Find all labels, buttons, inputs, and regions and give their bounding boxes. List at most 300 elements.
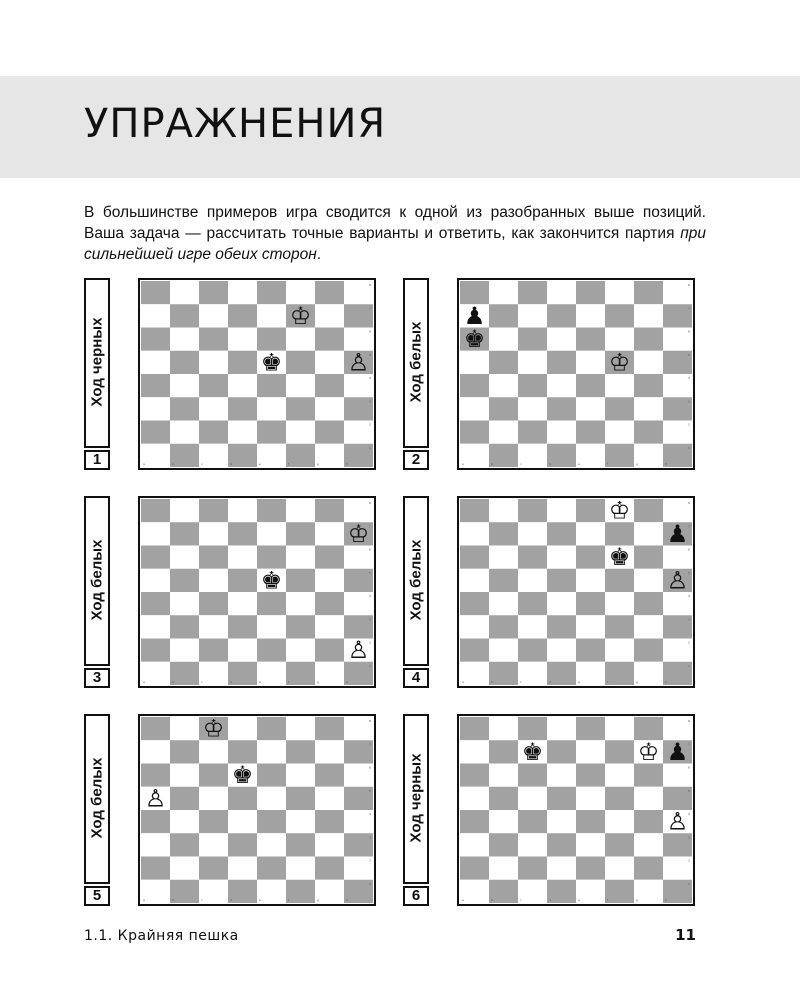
board-square bbox=[634, 810, 663, 833]
rank-coordinate: 1 bbox=[369, 663, 371, 668]
file-coordinate: e bbox=[578, 898, 580, 902]
board-square bbox=[576, 569, 605, 592]
file-coordinate: e bbox=[578, 680, 580, 684]
board-square bbox=[199, 522, 228, 545]
board-square bbox=[547, 499, 576, 522]
board-square bbox=[576, 328, 605, 351]
board-square bbox=[315, 810, 344, 833]
side-to-move-label bbox=[84, 714, 110, 884]
rank-coordinate: 8 bbox=[688, 283, 690, 287]
board-square bbox=[460, 499, 489, 522]
rank-coordinate: 7 bbox=[369, 742, 371, 747]
board-square bbox=[170, 397, 199, 420]
board-square bbox=[576, 444, 605, 467]
board-square bbox=[547, 764, 576, 787]
board-square bbox=[518, 546, 547, 569]
board-square bbox=[141, 592, 170, 615]
rank-coordinate: 3 bbox=[369, 617, 371, 622]
file-coordinate: b bbox=[491, 898, 493, 902]
board-square bbox=[605, 569, 634, 592]
file-coordinate: h bbox=[346, 462, 348, 466]
board-square bbox=[141, 421, 170, 444]
board-square bbox=[199, 639, 228, 662]
board-square bbox=[547, 592, 576, 615]
board-square bbox=[460, 810, 489, 833]
board-square bbox=[228, 421, 257, 444]
board-square bbox=[460, 833, 489, 856]
rank-coordinate: 3 bbox=[369, 399, 371, 404]
board-square bbox=[518, 522, 547, 545]
rank-coordinate: 3 bbox=[688, 399, 690, 404]
board-square bbox=[489, 857, 518, 880]
file-coordinate: b bbox=[172, 680, 174, 684]
board-square bbox=[518, 304, 547, 327]
board-square bbox=[605, 880, 634, 903]
board-square bbox=[576, 281, 605, 304]
white-pawn-icon: ♙ bbox=[666, 566, 689, 595]
board-square bbox=[634, 880, 663, 903]
board-square bbox=[228, 717, 257, 740]
board-square bbox=[170, 615, 199, 638]
board-square bbox=[315, 281, 344, 304]
board-square bbox=[605, 833, 634, 856]
board-square bbox=[286, 880, 315, 903]
board-square bbox=[141, 740, 170, 763]
rank-coordinate: 4 bbox=[688, 376, 690, 380]
board-square bbox=[460, 281, 489, 304]
board-square bbox=[518, 833, 547, 856]
rank-coordinate: 5 bbox=[369, 352, 371, 357]
board-square bbox=[576, 717, 605, 740]
board-square bbox=[170, 740, 199, 763]
board-square bbox=[576, 522, 605, 545]
board-square bbox=[576, 857, 605, 880]
board-square bbox=[315, 444, 344, 467]
file-coordinate: c bbox=[520, 462, 522, 466]
rank-coordinate: 7 bbox=[369, 306, 371, 311]
rank-coordinate: 4 bbox=[369, 376, 371, 380]
board-square bbox=[286, 421, 315, 444]
file-coordinate: d bbox=[549, 462, 551, 466]
board-square bbox=[634, 351, 663, 374]
intro-tail: . bbox=[316, 246, 322, 263]
board-square bbox=[257, 374, 286, 397]
board-square bbox=[228, 615, 257, 638]
board-square bbox=[141, 662, 170, 685]
board-square bbox=[286, 281, 315, 304]
board-square bbox=[634, 281, 663, 304]
board-square bbox=[257, 397, 286, 420]
board-square bbox=[547, 857, 576, 880]
board-square bbox=[489, 304, 518, 327]
board-square bbox=[257, 662, 286, 685]
board-square bbox=[257, 857, 286, 880]
board-square bbox=[605, 522, 634, 545]
board-square bbox=[518, 764, 547, 787]
board-square bbox=[489, 787, 518, 810]
board-square bbox=[489, 444, 518, 467]
file-coordinate: c bbox=[520, 680, 522, 684]
file-coordinate: f bbox=[607, 898, 609, 902]
rank-coordinate: 5 bbox=[688, 788, 690, 793]
board-square bbox=[576, 304, 605, 327]
rank-coordinate: 4 bbox=[688, 812, 690, 816]
board-square bbox=[199, 546, 228, 569]
board-square bbox=[489, 397, 518, 420]
rank-coordinate: 2 bbox=[369, 858, 371, 863]
file-coordinate: c bbox=[201, 680, 203, 684]
board-square bbox=[257, 522, 286, 545]
exercise-number: 4 bbox=[403, 668, 429, 688]
board-square bbox=[460, 787, 489, 810]
board-square bbox=[576, 351, 605, 374]
board-square bbox=[489, 499, 518, 522]
file-coordinate: c bbox=[520, 898, 522, 902]
board-square bbox=[228, 880, 257, 903]
black-pawn-icon: ♟ bbox=[666, 519, 689, 548]
black-king-icon: ♚ bbox=[260, 348, 283, 377]
board-square bbox=[518, 444, 547, 467]
rank-coordinate: 7 bbox=[688, 306, 690, 311]
board-square bbox=[634, 374, 663, 397]
board-square bbox=[257, 304, 286, 327]
rank-coordinate: 3 bbox=[688, 835, 690, 840]
board-square bbox=[257, 833, 286, 856]
file-coordinate: b bbox=[172, 898, 174, 902]
board-square bbox=[605, 374, 634, 397]
board-square bbox=[518, 328, 547, 351]
board-square bbox=[576, 615, 605, 638]
board-square bbox=[547, 421, 576, 444]
rank-coordinate: 7 bbox=[688, 742, 690, 747]
board-square bbox=[170, 880, 199, 903]
board-square bbox=[257, 740, 286, 763]
file-coordinate: g bbox=[317, 680, 319, 684]
board-square bbox=[460, 639, 489, 662]
board-square bbox=[489, 374, 518, 397]
board-square bbox=[228, 351, 257, 374]
board-square bbox=[170, 351, 199, 374]
board-square bbox=[257, 764, 286, 787]
chess-board bbox=[457, 278, 695, 470]
board-square bbox=[315, 328, 344, 351]
board-square bbox=[576, 499, 605, 522]
board-square bbox=[518, 615, 547, 638]
board-square bbox=[634, 522, 663, 545]
board-square bbox=[605, 304, 634, 327]
rank-coordinate: 6 bbox=[369, 765, 371, 770]
board-square bbox=[257, 880, 286, 903]
board-square bbox=[547, 880, 576, 903]
board-square bbox=[141, 764, 170, 787]
board-square bbox=[605, 615, 634, 638]
board-square bbox=[141, 833, 170, 856]
side-to-move-text: Ход белых bbox=[88, 539, 106, 621]
board-square bbox=[315, 787, 344, 810]
board-square bbox=[228, 397, 257, 420]
rank-coordinate: 1 bbox=[369, 881, 371, 886]
rank-coordinate: 6 bbox=[688, 547, 690, 552]
board-square bbox=[576, 374, 605, 397]
file-coordinate: g bbox=[317, 462, 319, 466]
board-square bbox=[315, 764, 344, 787]
board-square bbox=[315, 592, 344, 615]
board-square bbox=[605, 328, 634, 351]
board-square bbox=[257, 717, 286, 740]
file-coordinate: h bbox=[346, 680, 348, 684]
board-square bbox=[315, 857, 344, 880]
board-square bbox=[547, 397, 576, 420]
board-square bbox=[634, 787, 663, 810]
board-square bbox=[199, 304, 228, 327]
board-square bbox=[634, 764, 663, 787]
board-square bbox=[605, 857, 634, 880]
file-coordinate: b bbox=[491, 462, 493, 466]
board-square bbox=[286, 444, 315, 467]
chess-board bbox=[457, 714, 695, 906]
board-square bbox=[228, 833, 257, 856]
rank-coordinate: 5 bbox=[688, 570, 690, 575]
board-square bbox=[199, 880, 228, 903]
board-square bbox=[547, 304, 576, 327]
board-square bbox=[228, 787, 257, 810]
board-square bbox=[199, 615, 228, 638]
board-square bbox=[286, 351, 315, 374]
board-square bbox=[199, 569, 228, 592]
side-to-move-label bbox=[84, 278, 110, 448]
board-square bbox=[489, 615, 518, 638]
board-square bbox=[547, 444, 576, 467]
board-square bbox=[315, 717, 344, 740]
board-square bbox=[518, 810, 547, 833]
board-square bbox=[576, 546, 605, 569]
board-square bbox=[634, 662, 663, 685]
board-square bbox=[576, 810, 605, 833]
board-square bbox=[460, 857, 489, 880]
board-square bbox=[286, 592, 315, 615]
exercise-number: 3 bbox=[84, 668, 110, 688]
board-square bbox=[199, 764, 228, 787]
board-square bbox=[518, 662, 547, 685]
board-square bbox=[518, 499, 547, 522]
black-king-icon: ♚ bbox=[463, 325, 486, 354]
board-square bbox=[286, 662, 315, 685]
board-square bbox=[518, 592, 547, 615]
board-square bbox=[170, 787, 199, 810]
board-square bbox=[605, 281, 634, 304]
board-square bbox=[228, 522, 257, 545]
board-square bbox=[141, 374, 170, 397]
board-square bbox=[170, 833, 199, 856]
file-coordinate: g bbox=[317, 898, 319, 902]
rank-coordinate: 2 bbox=[688, 858, 690, 863]
board-square bbox=[489, 281, 518, 304]
white-pawn-icon: ♙ bbox=[347, 636, 370, 665]
board-square bbox=[576, 639, 605, 662]
board-square bbox=[199, 281, 228, 304]
board-square bbox=[489, 592, 518, 615]
board-square bbox=[141, 328, 170, 351]
board-square bbox=[315, 397, 344, 420]
board-square bbox=[315, 304, 344, 327]
board-square bbox=[141, 281, 170, 304]
file-coordinate: c bbox=[201, 462, 203, 466]
board-square bbox=[199, 740, 228, 763]
board-square bbox=[315, 522, 344, 545]
board-square bbox=[605, 397, 634, 420]
board-square bbox=[489, 717, 518, 740]
file-coordinate: f bbox=[607, 680, 609, 684]
board-square bbox=[141, 444, 170, 467]
board-square bbox=[576, 662, 605, 685]
board-square bbox=[460, 740, 489, 763]
board-square bbox=[141, 397, 170, 420]
side-to-move-label bbox=[403, 496, 429, 666]
board-square bbox=[634, 833, 663, 856]
board-square bbox=[547, 833, 576, 856]
board-square bbox=[286, 499, 315, 522]
board-square bbox=[489, 639, 518, 662]
board-square bbox=[257, 615, 286, 638]
board-square bbox=[576, 397, 605, 420]
board-square bbox=[315, 615, 344, 638]
board-square bbox=[634, 615, 663, 638]
page-number: 11 bbox=[675, 926, 696, 944]
board-square bbox=[489, 810, 518, 833]
board-square bbox=[170, 639, 199, 662]
rank-coordinate: 1 bbox=[369, 445, 371, 450]
board-square bbox=[286, 374, 315, 397]
board-square bbox=[634, 304, 663, 327]
board-square bbox=[141, 569, 170, 592]
exercise-number: 2 bbox=[403, 450, 429, 470]
board-square bbox=[634, 717, 663, 740]
board-square bbox=[286, 522, 315, 545]
board-square bbox=[518, 639, 547, 662]
board-square bbox=[141, 639, 170, 662]
board-square bbox=[518, 717, 547, 740]
board-square bbox=[547, 662, 576, 685]
board-square bbox=[170, 304, 199, 327]
board-square bbox=[489, 569, 518, 592]
board-square bbox=[170, 662, 199, 685]
rank-coordinate: 4 bbox=[369, 812, 371, 816]
board-square bbox=[199, 787, 228, 810]
file-coordinate: a bbox=[462, 680, 464, 684]
exercise-number: 5 bbox=[84, 886, 110, 906]
board-square bbox=[170, 764, 199, 787]
board-square bbox=[518, 421, 547, 444]
rank-coordinate: 3 bbox=[369, 835, 371, 840]
black-king-icon: ♚ bbox=[521, 737, 544, 766]
white-king-icon: ♔ bbox=[608, 348, 631, 377]
file-coordinate: b bbox=[172, 462, 174, 466]
rank-coordinate: 6 bbox=[688, 329, 690, 334]
board-square bbox=[315, 421, 344, 444]
exercise-number: 6 bbox=[403, 886, 429, 906]
board-square bbox=[460, 421, 489, 444]
chess-board bbox=[138, 496, 376, 688]
file-coordinate: f bbox=[607, 462, 609, 466]
board-square bbox=[141, 499, 170, 522]
board-square bbox=[605, 810, 634, 833]
file-coordinate: h bbox=[665, 898, 667, 902]
board-square bbox=[199, 374, 228, 397]
board-square bbox=[576, 880, 605, 903]
board-square bbox=[170, 421, 199, 444]
board-square bbox=[315, 546, 344, 569]
intro-text: В большинстве примеров игра сводится к одной из разобранных выше позиций. Ваша задача — рассчитать точные варианты и ответить, как закончится партия bbox=[84, 204, 706, 242]
rank-coordinate: 6 bbox=[369, 329, 371, 334]
chess-board bbox=[138, 714, 376, 906]
rank-coordinate: 8 bbox=[688, 719, 690, 723]
board-square bbox=[286, 639, 315, 662]
board-square bbox=[199, 857, 228, 880]
board-square bbox=[257, 639, 286, 662]
rank-coordinate: 8 bbox=[369, 501, 371, 505]
board-square bbox=[170, 592, 199, 615]
file-coordinate: f bbox=[288, 462, 290, 466]
rank-coordinate: 5 bbox=[688, 352, 690, 357]
board-square bbox=[315, 351, 344, 374]
file-coordinate: h bbox=[665, 680, 667, 684]
rank-coordinate: 1 bbox=[688, 881, 690, 886]
board-square bbox=[228, 304, 257, 327]
rank-coordinate: 8 bbox=[369, 283, 371, 287]
board-square bbox=[228, 857, 257, 880]
black-pawn-icon: ♟ bbox=[463, 301, 486, 330]
board-square bbox=[141, 717, 170, 740]
file-coordinate: e bbox=[578, 462, 580, 466]
black-king-icon: ♚ bbox=[260, 566, 283, 595]
board-square bbox=[257, 592, 286, 615]
file-coordinate: a bbox=[143, 680, 145, 684]
board-square bbox=[576, 764, 605, 787]
rank-coordinate: 2 bbox=[369, 422, 371, 427]
board-square bbox=[141, 880, 170, 903]
board-square bbox=[286, 569, 315, 592]
board-square bbox=[257, 810, 286, 833]
board-square bbox=[605, 764, 634, 787]
white-king-icon: ♔ bbox=[347, 519, 370, 548]
board-square bbox=[460, 764, 489, 787]
board-square bbox=[547, 281, 576, 304]
board-square bbox=[199, 592, 228, 615]
board-square bbox=[170, 569, 199, 592]
board-square bbox=[489, 546, 518, 569]
side-to-move-label bbox=[403, 714, 429, 884]
board-square bbox=[547, 351, 576, 374]
file-coordinate: a bbox=[143, 898, 145, 902]
rank-coordinate: 7 bbox=[369, 524, 371, 529]
board-square bbox=[460, 662, 489, 685]
board-square bbox=[460, 615, 489, 638]
file-coordinate: f bbox=[288, 680, 290, 684]
board-square bbox=[605, 592, 634, 615]
board-square bbox=[460, 444, 489, 467]
footer-chapter-title: 1.1. Крайняя пешка bbox=[84, 928, 239, 944]
board-square bbox=[286, 857, 315, 880]
board-square bbox=[460, 717, 489, 740]
side-to-move-text: Ход белых bbox=[88, 757, 106, 839]
board-square bbox=[460, 546, 489, 569]
board-square bbox=[518, 351, 547, 374]
board-square bbox=[228, 592, 257, 615]
board-square bbox=[634, 499, 663, 522]
side-to-move-text: Ход черных bbox=[88, 317, 106, 407]
board-square bbox=[634, 397, 663, 420]
rank-coordinate: 7 bbox=[688, 524, 690, 529]
